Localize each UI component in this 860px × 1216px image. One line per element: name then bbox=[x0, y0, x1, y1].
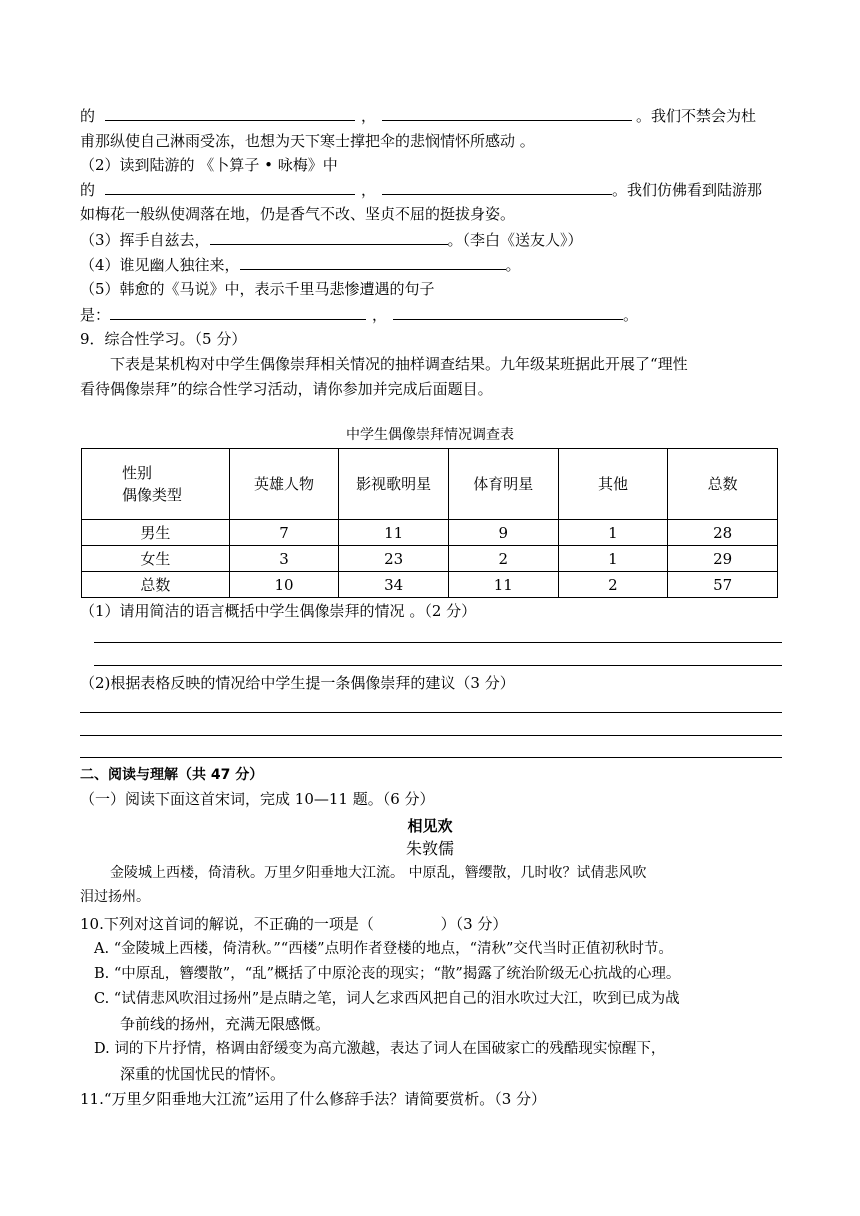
table-cell: 23 bbox=[339, 546, 449, 572]
q8-line-9-sep: ， bbox=[372, 306, 388, 324]
q8-line-2: 甫那纵使自己淋雨受冻，也想为天下寒士撑把伞的悲悯情怀所感动 。 bbox=[80, 132, 535, 150]
table-cell: 10 bbox=[229, 572, 339, 598]
corner-bottom-label: 偶像类型 bbox=[122, 486, 183, 504]
table-cell: 9 bbox=[448, 520, 558, 546]
poem-line-2: 泪过扬州。 bbox=[80, 889, 150, 905]
answer-blank[interactable] bbox=[240, 253, 506, 270]
table-row bbox=[82, 546, 778, 572]
answer-line[interactable] bbox=[80, 735, 782, 736]
q8-line-9-pre: 是： bbox=[80, 306, 111, 324]
row-label: 总数 bbox=[82, 572, 230, 598]
answer-blank[interactable] bbox=[382, 104, 632, 121]
q11-stem: 11.“万里夕阳垂地大江流”运用了什么修辞手法？请简要赏析。（3 分） bbox=[80, 1090, 547, 1108]
table-header-row bbox=[82, 449, 778, 520]
corner-top-label: 性别 bbox=[122, 464, 153, 482]
table-corner-cell bbox=[82, 449, 230, 520]
q8-line-9-post: 。 bbox=[623, 306, 639, 324]
table-cell: 11 bbox=[448, 572, 558, 598]
q8-line-8: （5）韩愈的《马说》中，表示千里马悲惨遭遇的句子 bbox=[80, 280, 435, 298]
answer-blank[interactable] bbox=[210, 228, 448, 245]
q8-line-7-pre: （4）谁见幽人独往来， bbox=[80, 256, 240, 274]
q8-line-4-sep: ， bbox=[361, 181, 377, 199]
answer-blank[interactable] bbox=[393, 303, 623, 320]
table-cell: 57 bbox=[668, 572, 778, 598]
q8-line-4 bbox=[80, 178, 762, 201]
table-cell: 2 bbox=[448, 546, 558, 572]
table-cell: 3 bbox=[229, 546, 339, 572]
q10-option-d-cont: 深重的忧国忧民的情怀。 bbox=[120, 1065, 286, 1083]
answer-line[interactable] bbox=[94, 665, 782, 666]
table-row bbox=[82, 520, 778, 546]
q10-stem: 10.下列对这首词的解说，不正确的一项是（ ）（3 分） bbox=[80, 915, 508, 933]
q9-heading: 9．综合性学习。（5 分） bbox=[80, 330, 247, 348]
q9-sub-1: （1）请用简洁的语言概括中学生偶像崇拜的情况 。（2 分） bbox=[80, 602, 477, 620]
column-header: 英雄人物 bbox=[229, 449, 339, 520]
table-cell: 2 bbox=[558, 572, 668, 598]
q10-option-a[interactable]: A. “金陵城上西楼，倚清秋。”“西楼”点明作者登楼的地点，“清秋”交代当时正值初秋时节。 bbox=[94, 941, 673, 957]
q10-option-b[interactable]: B. “中原乱，簪缨散”，“乱”概括了中原沦丧的现实；“散”揭露了统治阶级无心抗战的心理。 bbox=[94, 966, 681, 982]
answer-blank[interactable] bbox=[382, 178, 612, 195]
q9-intro-1: 下表是某机构对中学生偶像崇拜相关情况的抽样调查结果。九年级某班据此开展了“理性 bbox=[110, 355, 688, 373]
row-label: 女生 bbox=[82, 546, 230, 572]
q8-line-7-post: 。 bbox=[505, 256, 521, 274]
answer-line[interactable] bbox=[80, 757, 782, 758]
column-header: 体育明星 bbox=[448, 449, 558, 520]
table-cell: 28 bbox=[668, 520, 778, 546]
answer-blank[interactable] bbox=[105, 104, 355, 121]
q8-line-1-post: 。我们不禁会为杜 bbox=[636, 107, 757, 125]
q10-option-c[interactable]: C. “试倩悲风吹泪过扬州”是点睛之笔，词人乞求西风把自己的泪水吹过大江，吹到已成为战 bbox=[94, 991, 680, 1007]
answer-blank[interactable] bbox=[105, 178, 355, 195]
poem-line-1: 金陵城上西楼，倚清秋。万里夕阳垂地大江流。 中原乱，簪缨散，几时收？试倩悲风吹 bbox=[110, 865, 647, 881]
q8-line-3: （2）读到陆游的 《卜算子 • 咏梅》中 bbox=[80, 156, 338, 174]
table-cell: 11 bbox=[339, 520, 449, 546]
part-heading: （一）阅读下面这首宋词，完成 10—11 题。（6 分） bbox=[80, 790, 435, 808]
table-cell: 34 bbox=[339, 572, 449, 598]
column-header: 影视歌明星 bbox=[339, 449, 449, 520]
table-cell: 29 bbox=[668, 546, 778, 572]
answer-blank[interactable] bbox=[110, 303, 366, 320]
poem-title: 相见欢 bbox=[407, 817, 453, 835]
q8-line-6-post: 。（李白《送友人》） bbox=[447, 231, 583, 249]
table-row bbox=[82, 572, 778, 598]
q8-line-6-pre: （3）挥手自兹去， bbox=[80, 231, 210, 249]
q10-option-c-cont: 争前线的扬州，充满无限感慨。 bbox=[120, 1015, 331, 1033]
section-heading: 二、阅读与理解（共 47 分） bbox=[80, 767, 264, 783]
q8-line-4-pre: 的 bbox=[80, 181, 96, 199]
q8-line-1-sep: ， bbox=[361, 107, 377, 125]
column-header: 总数 bbox=[668, 449, 778, 520]
q9-intro-2: 看待偶像崇拜”的综合性学习活动，请你参加并完成后面题目。 bbox=[80, 380, 493, 398]
answer-line[interactable] bbox=[94, 642, 782, 643]
survey-table bbox=[81, 448, 778, 598]
table-title: 中学生偶像崇拜情况调查表 bbox=[346, 427, 514, 443]
answer-line[interactable] bbox=[80, 712, 782, 713]
q8-line-4-post: 。我们仿佛看到陆游那 bbox=[612, 181, 763, 199]
column-header: 其他 bbox=[558, 449, 668, 520]
q8-line-5: 如梅花一般纵使凋落在地，仍是香气不改、坚贞不屈的挺拔身姿。 bbox=[80, 205, 516, 223]
q8-line-6 bbox=[80, 228, 583, 251]
table-cell: 1 bbox=[558, 546, 668, 572]
q10-option-d[interactable]: D. 词的下片抒情，格调由舒缓变为高亢激越，表达了词人在国破家亡的残酷现实惊醒下， bbox=[94, 1041, 666, 1057]
q8-line-7 bbox=[80, 253, 521, 276]
poem-author: 朱敦儒 bbox=[405, 839, 454, 858]
q9-sub-2: （2)根据表格反映的情况给中学生提一条偶像崇拜的建议（3 分） bbox=[80, 674, 515, 692]
q8-line-1 bbox=[80, 104, 756, 127]
row-label: 男生 bbox=[82, 520, 230, 546]
table-cell: 1 bbox=[558, 520, 668, 546]
q8-line-9 bbox=[80, 303, 638, 326]
q8-line-1-pre: 的 bbox=[80, 107, 96, 125]
table-cell: 7 bbox=[229, 520, 339, 546]
